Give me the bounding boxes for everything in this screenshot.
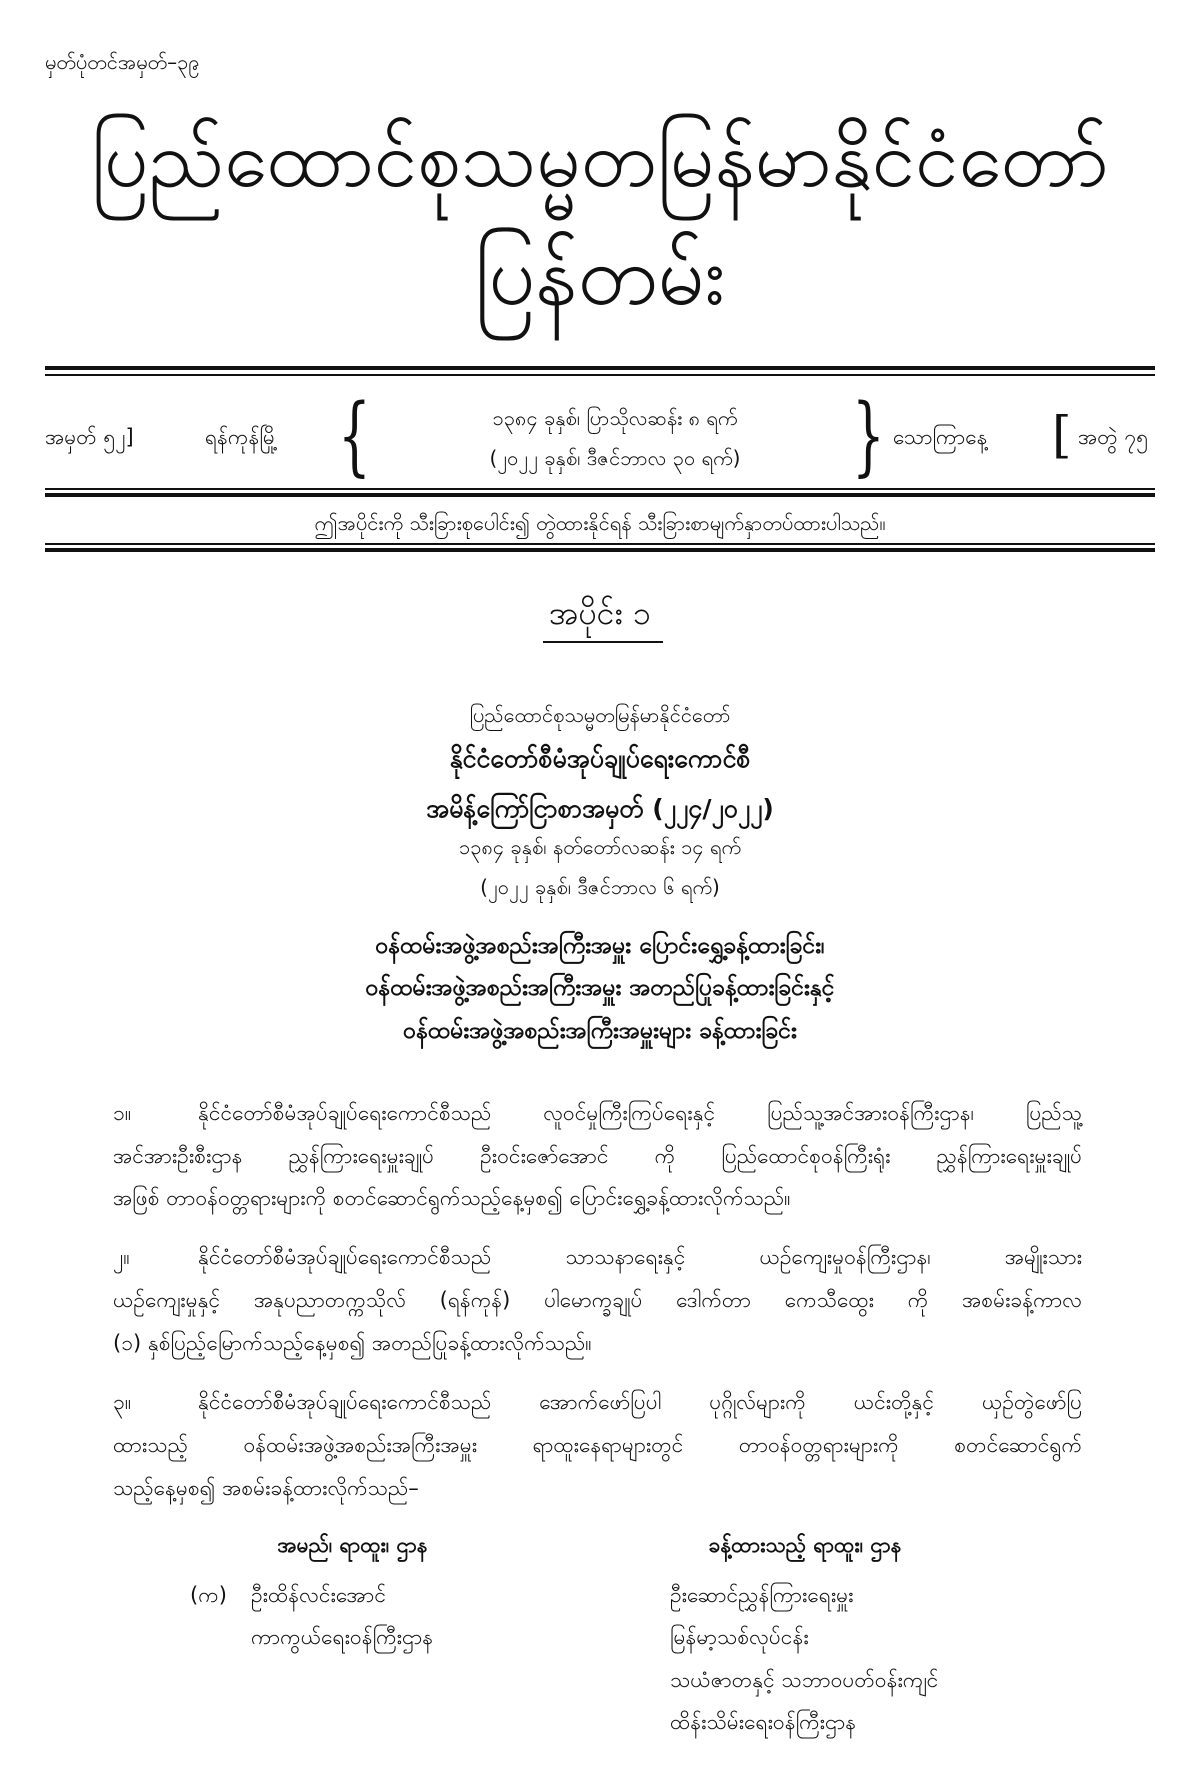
note-rule-thick <box>45 548 1155 552</box>
paragraph-line: ထားသည့် ဝန်ထမ်းအဖွဲ့အစည်းအကြီးအမှူး ရာထူးနေရာများတွင် တာဝန်ဝတ္တရားများကို စတင်ဆောင်ရွက် <box>113 1433 1082 1457</box>
appointed-post: ဦးဆောင်ညွှန်ကြားရေးမှူး <box>670 1583 854 1607</box>
header-rule-bottom-thin <box>45 488 1155 490</box>
appointed-enterprise: မြန်မာ့သစ်လုပ်ငန်း <box>670 1625 809 1649</box>
paragraph-line: အင်အားဦးစီးဌာန ညွှန်ကြားရေးမှူးချုပ် ဦးဝင်းဇော်အောင် ကို ပြည်ထောင်စုဝန်ကြီးရုံး ညွှန်ကြားရေးမှူးချုပ် <box>113 1144 1082 1168</box>
part-heading: အပိုင်း ၁ <box>549 594 651 632</box>
current-department: ကာကွယ်ရေးဝန်ကြီးဌာန <box>251 1625 434 1649</box>
issue-weekday: သောကြာနေ့ <box>893 425 988 449</box>
notification-country: ပြည်ထောင်စုသမ္မတမြန်မာနိုင်ငံတော် <box>469 703 731 727</box>
subject-line: ဝန်ထမ်းအဖွဲ့အစည်းအကြီးအမှူးများ ခန့်ထားခြင်း <box>403 1018 797 1044</box>
appointed-ministry-line-2: ထိန်းသိမ်းရေးဝန်ကြီးဌာန <box>670 1710 857 1734</box>
table-header-name: အမည်၊ ရာထူး၊ ဌာန <box>277 1533 428 1557</box>
brace-close: } <box>852 386 885 486</box>
separate-paging-note: ဤအပိုင်းကို သီးခြားစုပေါင်း၍ တွဲထားနိုင်ရန် သီးခြားစာမျက်နှာတပ်ထားပါသည်။ <box>314 511 886 535</box>
paragraph-line: သည့်နေ့မှစ၍ အစမ်းခန့်ထားလိုက်သည်– <box>113 1476 419 1500</box>
header-rule-top-thick <box>45 366 1155 370</box>
paragraph-line: ယဉ်ကျေးမှုနှင့် အနုပညာတက္ကသိုလ် (ရန်ကုန်) ပါမောက္ခချုပ် ဒေါက်တာ ကေသီထွေး ကို အစမ်းခန့်ကာလ <box>113 1288 1082 1312</box>
brace-open: { <box>338 386 371 486</box>
notification-date-myanmar: ၁၃၈၄ ခုနှစ်၊ နတ်တော်လဆန်း ၁၄ ရက် <box>458 835 742 859</box>
issue-volume: အတွဲ ၇၅ <box>1078 425 1149 449</box>
paragraph-line: နိုင်ငံတော်စီမံအုပ်ချုပ်ရေးကောင်စီသည် အောက်ဖော်ပြပါ ပုဂ္ဂိုလ်များကို ယင်းတို့နှင့် ယှဉ်တွဲဖော်ပြ <box>198 1390 1082 1414</box>
paragraph-line: နိုင်ငံတော်စီမံအုပ်ချုပ်ရေးကောင်စီသည် သာသနာရေးနှင့် ယဉ်ကျေးမှုဝန်ကြီးဌာန၊ အမျိုးသား <box>198 1245 1082 1269</box>
paragraph-line: အဖြစ် တာဝန်ဝတ္တရားများကို စတင်ဆောင်ရွက်သည့်နေ့မှစ၍ ပြောင်းရွှေ့ခန့်ထားလိုက်သည်။ <box>113 1186 791 1210</box>
current-name: ဦးထိန်လင်းအောင် <box>251 1583 386 1607</box>
registration-number: မှတ်ပုံတင်အမှတ်–၃၉ <box>45 50 200 74</box>
paragraph-line: နိုင်ငံတော်စီမံအုပ်ချုပ်ရေးကောင်စီသည် လူဝင်မှုကြီးကြပ်ရေးနှင့် ပြည်သူ့အင်အားဝန်ကြီးဌာန၊ ပြည်သူ့ <box>198 1101 1082 1125</box>
note-rule-thin <box>45 543 1155 545</box>
volume-bracket: [ <box>1052 406 1072 464</box>
subject-line: ဝန်ထမ်းအဖွဲ့အစည်းအကြီးအမှူး ပြောင်းရွှေ့ခန့်ထားခြင်း၊ <box>375 933 825 959</box>
paragraph-number: ၁။ <box>113 1101 132 1125</box>
subject-line: ဝန်ထမ်းအဖွဲ့အစည်းအကြီးအမှူး အတည်ပြုခန့်ထားခြင်းနှင့် <box>365 975 835 1001</box>
gazette-title: ပြည်ထောင်စုသမ္မတမြန်မာနိုင်ငံတော် <box>91 115 1109 205</box>
paragraph-number: ၂။ <box>113 1245 130 1269</box>
part-heading-underline <box>543 641 663 643</box>
gazette-subtitle: ပြန်တမ်း <box>474 229 726 324</box>
row-marker: (က) <box>190 1583 227 1607</box>
header-rule-bottom-thick <box>45 493 1155 497</box>
table-header-appointed-post: ခန့်ထားသည့် ရာထူး၊ ဌာန <box>708 1533 902 1557</box>
issue-date-gregorian: (၂၀၂၂ ခုနှစ်၊ ဒီဇင်ဘာလ ၃၀ ရက်) <box>489 446 741 470</box>
issue-date-myanmar: ၁၃၈၄ ခုနှစ်၊ ပြာသိုလဆန်း ၈ ရက် <box>492 406 738 430</box>
appointed-ministry-line-1: သယံဇာတနှင့် သဘာဝပတ်ဝန်းကျင် <box>670 1668 939 1692</box>
notification-order-number: အမိန့်ကြော်ငြာစာအမှတ် (၂၂၄/၂၀၂၂) <box>426 794 774 823</box>
paragraph-number: ၃။ <box>113 1390 132 1414</box>
notification-date-gregorian: (၂၀၂၂ ခုနှစ်၊ ဒီဇင်ဘာလ ၆ ရက်) <box>480 875 720 899</box>
issue-place: ရန်ကုန်မြို့ <box>205 425 279 449</box>
header-rule-top-thin <box>45 374 1155 376</box>
notification-issuer: နိုင်ငံတော်စီမံအုပ်ချုပ်ရေးကောင်စီ <box>449 744 751 773</box>
issue-number: အမှတ် ၅၂] <box>45 425 134 449</box>
paragraph-line: (၁) နှစ်ပြည့်မြောက်သည့်နေ့မှစ၍ အတည်ပြုခန့်ထားလိုက်သည်။ <box>113 1331 592 1355</box>
